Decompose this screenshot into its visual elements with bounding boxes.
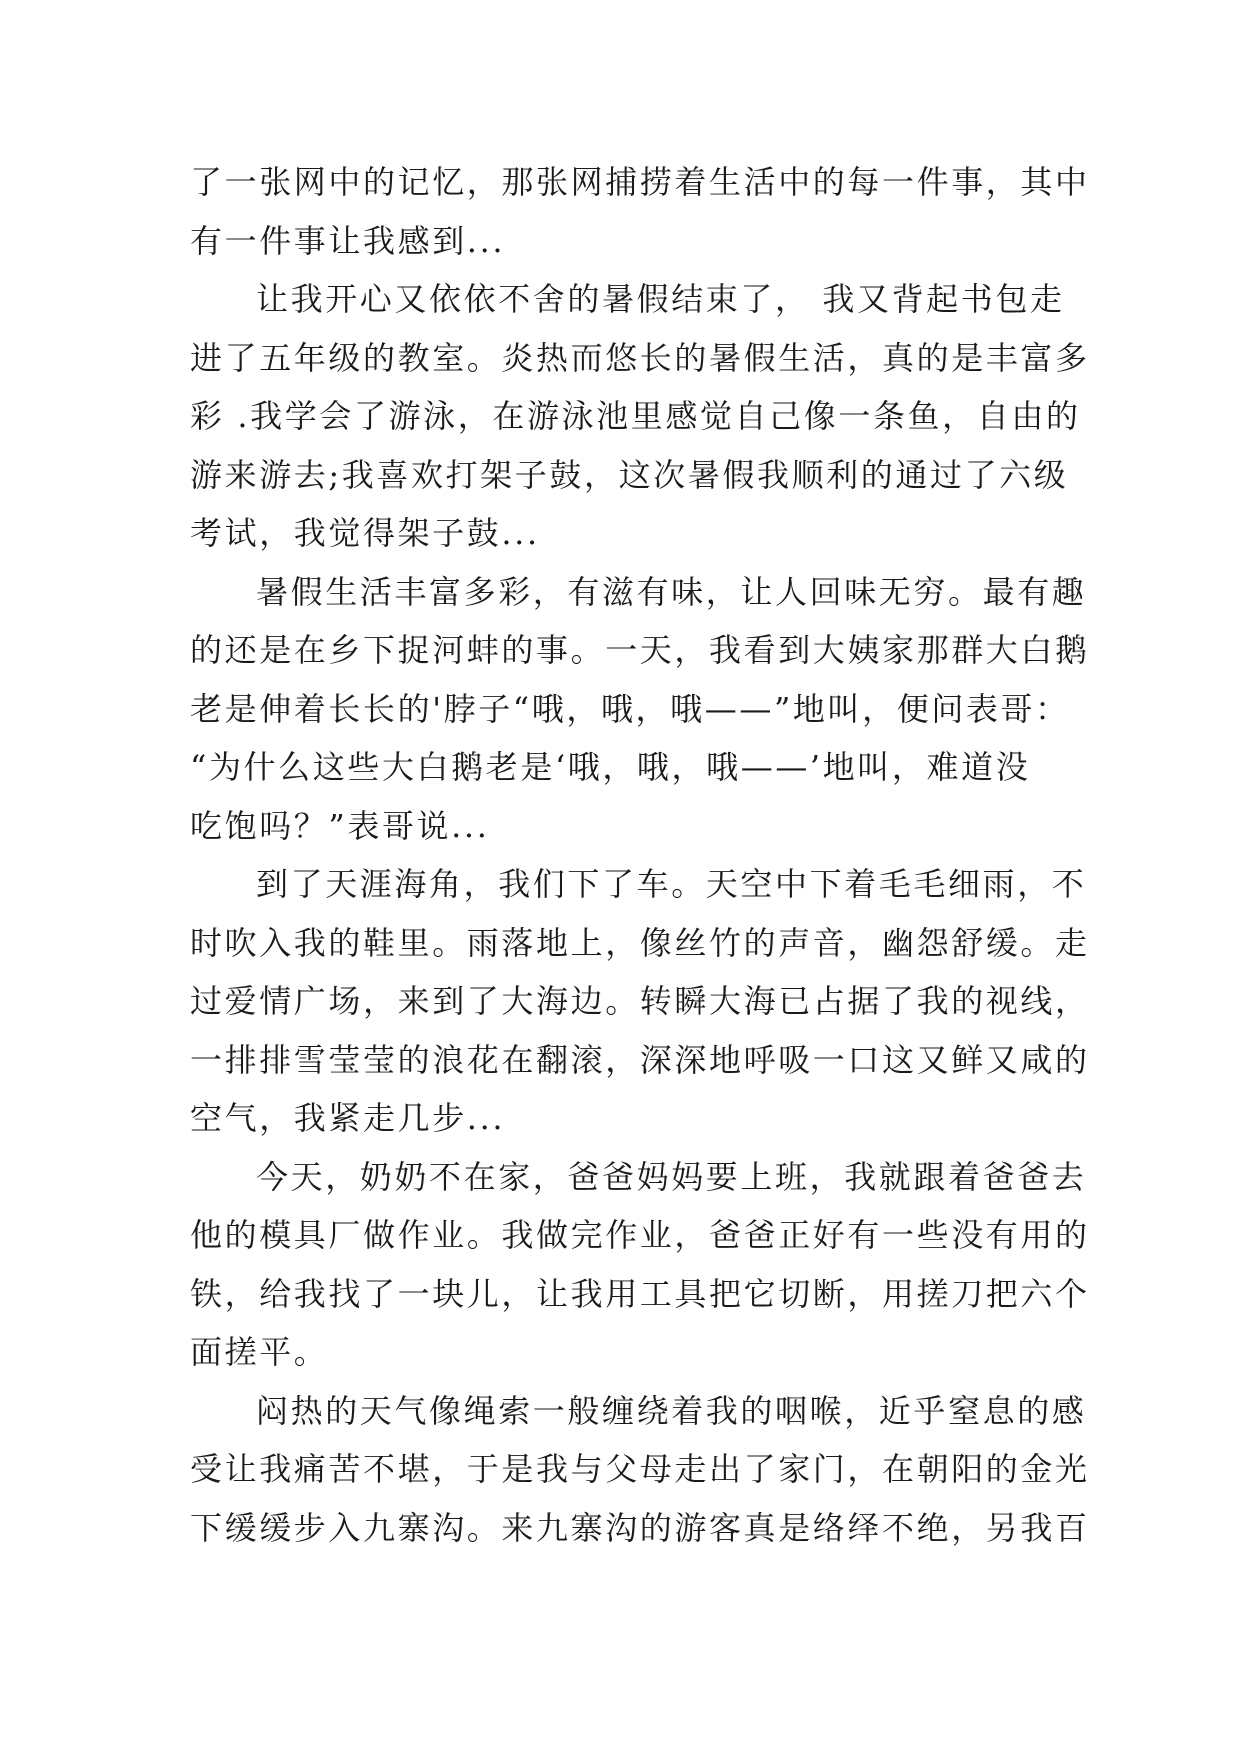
text-line: “为什么这些大白鹅老是‘哦，哦，哦——’地叫，难道没 (190, 748, 1031, 786)
paragraph-first-line: 暑假生活丰富多彩，有滋有味，让人回味无穷。最有趣 (256, 572, 1087, 611)
paragraph-first-line: 今天，奶奶不在家，爸爸妈妈要上班，我就跟着爸爸去 (256, 1157, 1087, 1196)
text-line: 空气，我紧走几步... (190, 1099, 506, 1137)
text-line: 铁，给我找了一块儿，让我用工具把它切断，用搓刀把六个 (190, 1274, 1090, 1313)
text-line: 彩 .我学会了游泳，在游泳池里感觉自己像一条鱼，自由的 (190, 397, 1081, 435)
text-line: 过爱情广场，来到了大海边。转瞬大海已占据了我的视线， (190, 982, 1090, 1020)
text-line: 下缓缓步入九寨沟。来九寨沟的游客真是络绎不绝，另我百 (190, 1508, 1090, 1547)
text-line: 游来游去;我喜欢打架子鼓，这次暑假我顺利的通过了六级 (190, 455, 1069, 494)
paragraph-first-line: 到了天涯海角，我们下了车。天空中下着毛毛细雨，不 (256, 865, 1087, 903)
document-body (190, 153, 1090, 1557)
text-line: 的还是在乡下捉河蚌的事。一天，我看到大姨家那群大白鹅 (190, 631, 1090, 669)
paragraph-first-line: 闷热的天气像绳索一般缠绕着我的咽喉，近乎窒息的感 (256, 1391, 1087, 1430)
text-line: 了一张网中的记忆，那张网捕捞着生活中的每一件事，其中 (190, 163, 1090, 201)
text-line: 进了五年级的教室。炎热而悠长的暑假生活，真的是丰富多 (190, 338, 1090, 377)
text-line: 一排排雪莹莹的浪花在翻滚，深深地呼吸一口这又鲜又咸的 (190, 1040, 1090, 1079)
text-line: 他的模具厂做作业。我做完作业，爸爸正好有一些没有用的 (190, 1216, 1090, 1254)
text-line: 面搓平。 (190, 1333, 329, 1371)
text-line: 受让我痛苦不堪，于是我与父母走出了家门，在朝阳的金光 (190, 1450, 1090, 1488)
text-line: 有一件事让我感到... (190, 221, 506, 260)
text-line: 老是伸着长长的'脖子“哦，哦，哦——”地叫，便问表哥： (190, 689, 1070, 728)
text-line: 时吹入我的鞋里。雨落地上，像丝竹的声音，幽怨舒缓。走 (190, 923, 1090, 962)
text-line: 考试，我觉得架子鼓... (190, 514, 540, 552)
paragraph-first-line: 让我开心又依依不舍的暑假结束了， 我又背起书包走 (256, 280, 1065, 318)
text-line: 吃饱吗？”表哥说... (190, 806, 490, 845)
